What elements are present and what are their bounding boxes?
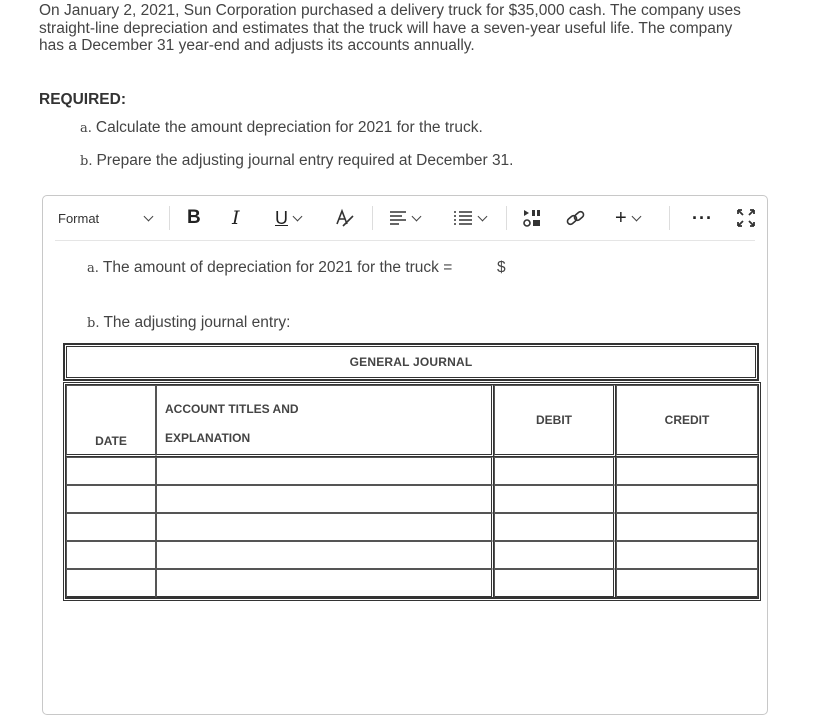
chevron-down-icon <box>412 211 422 221</box>
table-row <box>66 541 758 569</box>
account-cell[interactable] <box>156 541 494 569</box>
debit-cell[interactable] <box>494 569 616 598</box>
link-icon <box>566 209 586 227</box>
more-icon: ··· <box>692 207 713 228</box>
list-button[interactable] <box>453 196 486 240</box>
media-icon <box>522 208 544 228</box>
question-a-letter: a. <box>80 121 92 136</box>
date-cell[interactable] <box>66 485 156 513</box>
account-header-line1: ACCOUNT TITLES AND <box>165 402 299 416</box>
italic-button[interactable] <box>232 196 240 240</box>
table-row <box>66 569 758 598</box>
text-color-button[interactable] <box>333 196 355 240</box>
question-a <box>80 119 483 137</box>
date-header: DATE <box>66 385 156 457</box>
debit-cell[interactable] <box>494 485 616 513</box>
toolbar-divider <box>506 206 507 230</box>
answer-b-letter: b. <box>87 316 100 331</box>
format-label: Format <box>58 210 100 226</box>
question-b-text: Prepare the adjusting journal entry required at December 31. <box>96 152 514 169</box>
format-dropdown[interactable] <box>58 196 99 240</box>
date-cell[interactable] <box>66 569 156 598</box>
credit-cell[interactable] <box>616 541 758 569</box>
required-label: REQUIRED: <box>39 91 126 108</box>
credit-cell[interactable] <box>616 457 758 485</box>
list-icon <box>453 210 473 226</box>
answer-a-text: The amount of depreciation for 2021 for the truck = <box>102 259 453 276</box>
question-a-text: Calculate the amount depreciation for 2021 for the truck. <box>95 119 483 136</box>
text-color-icon <box>333 208 355 228</box>
chevron-down-icon <box>478 211 488 221</box>
journal-header-row <box>66 385 758 457</box>
credit-header: CREDIT <box>616 385 758 457</box>
credit-cell[interactable] <box>616 485 758 513</box>
credit-cell[interactable] <box>616 513 758 541</box>
media-button[interactable] <box>522 196 544 240</box>
account-cell[interactable] <box>156 513 494 541</box>
align-button[interactable] <box>389 196 420 240</box>
underline-button[interactable] <box>275 196 301 240</box>
insert-icon: + <box>615 206 627 229</box>
account-cell[interactable] <box>156 569 494 598</box>
editor-toolbar <box>43 196 767 240</box>
journal-title: GENERAL JOURNAL <box>349 355 473 369</box>
table-row <box>66 485 758 513</box>
date-cell[interactable] <box>66 541 156 569</box>
fullscreen-button[interactable] <box>736 196 756 240</box>
account-cell[interactable] <box>156 457 494 485</box>
answer-b-text: The adjusting journal entry: <box>103 314 291 331</box>
date-cell[interactable] <box>66 457 156 485</box>
underline-icon: U <box>275 207 288 228</box>
chevron-down-icon <box>631 211 641 221</box>
answer-a <box>87 259 452 277</box>
table-row <box>66 513 758 541</box>
chevron-down-icon <box>144 211 154 221</box>
toolbar-divider <box>372 206 373 230</box>
answer-b <box>87 314 290 332</box>
toolbar-divider <box>669 206 670 230</box>
answer-a-currency: $ <box>497 259 506 276</box>
more-button[interactable] <box>692 196 713 240</box>
bold-icon: B <box>187 207 201 228</box>
journal-table <box>63 382 761 601</box>
answer-a-letter: a. <box>87 261 99 276</box>
bold-button[interactable] <box>187 196 201 240</box>
chevron-down-icon <box>293 211 303 221</box>
debit-cell[interactable] <box>494 457 616 485</box>
credit-cell[interactable] <box>616 569 758 598</box>
toolbar-divider <box>169 206 170 230</box>
format-dropdown-toggle[interactable] <box>139 196 152 240</box>
italic-icon: I <box>232 207 240 229</box>
account-cell[interactable] <box>156 485 494 513</box>
debit-cell[interactable] <box>494 541 616 569</box>
question-b-letter: b. <box>80 154 93 169</box>
account-header-line2: EXPLANATION <box>165 431 251 445</box>
account-header <box>156 385 494 457</box>
date-cell[interactable] <box>66 513 156 541</box>
insert-button[interactable] <box>615 196 640 240</box>
link-button[interactable] <box>566 196 586 240</box>
problem-intro: On January 2, 2021, Sun Corporation purchased a delivery truck for $35,000 cash. The company uses straight-line depreciation and estimates that the truck will have a seven-year useful life. The company has a December 31 year-end and adjusts its accounts annually. <box>39 2 741 54</box>
question-b <box>80 152 514 170</box>
debit-header: DEBIT <box>494 385 616 457</box>
table-row <box>66 457 758 485</box>
debit-cell[interactable] <box>494 513 616 541</box>
fullscreen-icon <box>736 208 756 228</box>
align-icon <box>389 210 407 226</box>
journal-title-box <box>63 343 759 381</box>
toolbar-divider-line <box>55 240 755 241</box>
